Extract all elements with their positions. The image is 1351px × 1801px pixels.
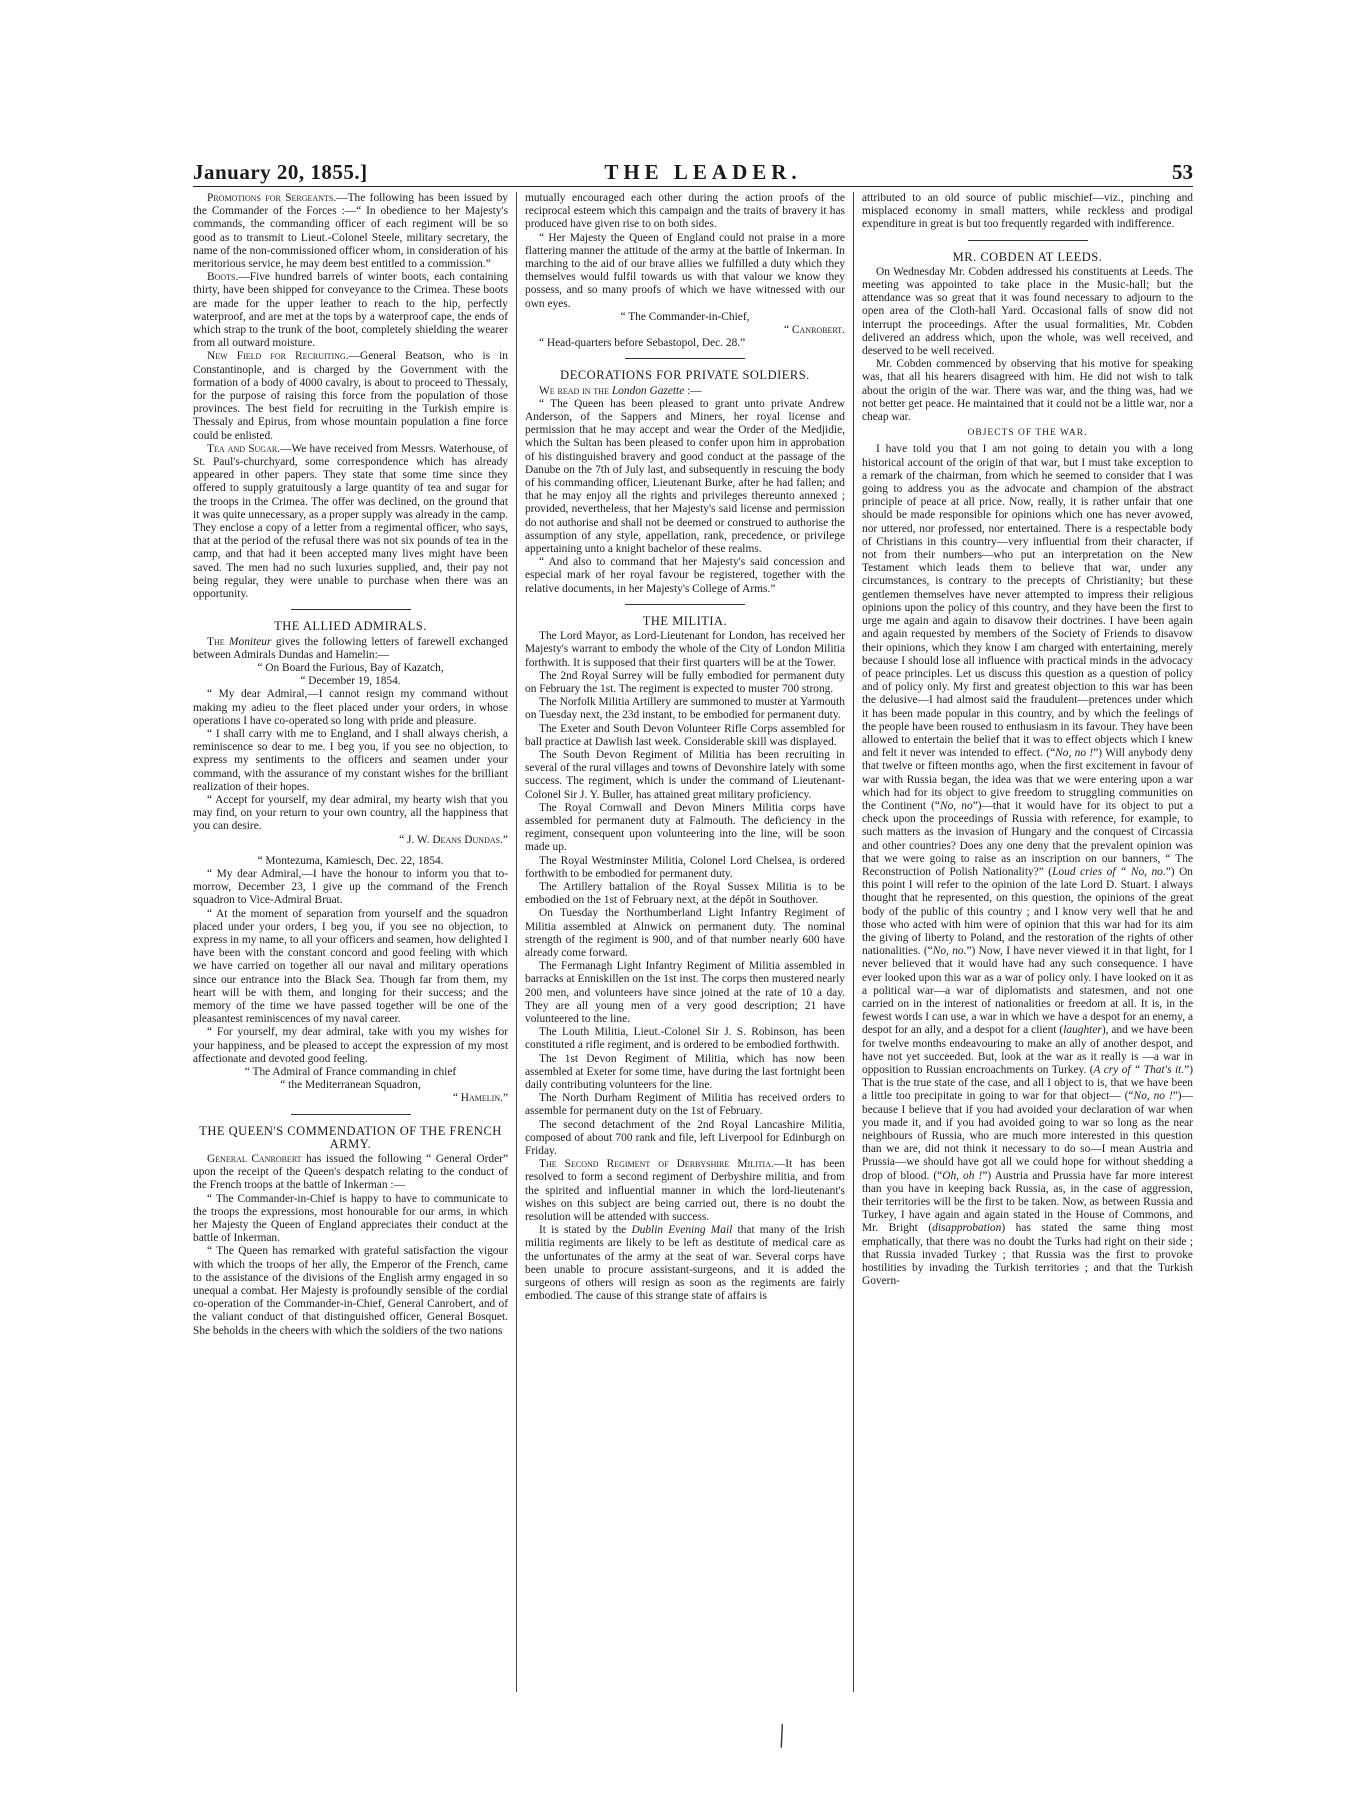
page-number: 53 — [1172, 160, 1193, 184]
paragraph-speech: I have told you that I am not going to detain you with a long historical account of the origin of that war, but I must take exception to a remark of the chairman, from which he seemed to consider that I was going to address you as the advocate and champion of the abstract principle of peace at all price. Now, really, it is rather unfair that one should be made responsible for opinions which one has never avowed, nor uttered, nor professed, nor entertained. There is a respectable body of Christians in this country—very influential from their character, if not from their numbers—who put an interpretation on the New Testament which leads them to believe that war, under any circumstances, is contrary to the precepts of Christianity; but these gentlemen themselves have never attempted to impress their religious opinions upon the policy of this country, and they have been the first to urge me again and again to disavow their doctrines. I have been again and again requested by members of the Society of Friends to disavow their opinions, which they know I am charged with entertaining, merely because I should lose all influence with practical minds in the advocacy of peace principles. Let us discuss this question as a question of policy and of policy only. My first and greatest objection to this war has been the delusive—I had almost said the fraudulent—pretences under which it has been made popular in this country, and by which the feelings of the people have been roused to enthusiasm in its favour. They have been allowed to entertain the belief that it was to effect objects which I knew and felt it never was intended to effect. (“No, no !”) Will anybody deny that twelve or fifteen months ago, when the first excitement in favour of war with Russia began, the idea was that we were entering upon a war which had for its object to give freedom to struggling communities on the Continent (“No, no”)—that it would have for its object to put a check upon the proceedings of Russia with reference, for example, to such matters as the invasion of Hungary and the conquest of Circassia and other countries? Does any one deny that the prevalent opinion was that we were going to raise as an inscription on our banners, “ The Reconstruction of Polish Nationality?” (Loud cries of “ No, no.”) On this point I will refer to the opinion of the late Lord D. Stuart. I always thought that he represented, on this question, the opinions of the great body of the public of this country ; and I know very well that he and those who acted with him were of opinion that this war had for its aim the giving of liberty to Poland, and the restoration of the rights of other nationalities. (“No, no.”) Now, I have never viewed it in that light, for I never believed that it would have had any such consequence. I have ever looked upon this war as a war of policy only. I have looked on it as a political war—a war of diplomatists and statesmen, and not one carried on in the interest of nationalities or freedom at all. It is, in the fewest words I can use, a war in which we have a despot for an enemy, a despot for an ally, and a despot for a client (laughter), and we have been for twelve months endeavouring to make an ally of another despot, and have not yet succeeded. But, look at the war as it really is —a war in opposition to Russian encroachments on Turkey. (A cry of “ That's it.”) That is the true state of the case, and all I object to is, that we have been a little too precipitate in going to war for that object— (“No, no !”)—because I believe that if you had avoided your declaration of war when you made it, and if you had avoided going to war so long as the near neighbours of Russia, who are much more interested in this question than we are, did not think it necessary to do so—I mean Austria and Prussia—we should have got all we could hope for without shedding a drop of blood. (“Oh, oh !”) Austria and Prussia have far more interest than you have in keeping back Russia, as, in the case of aggression, their territories will be the first to be taken. Now, as between Russia and Turkey, I have again and again stated in the House of Commons, and Mr. Bright (disapprobation) has stated the same thing most emphatically, that there was no doubt the Turks had right on their side ; that Russia invaded Turkey ; that Russia was the first to provoke hostilities by invading the Turkish territories ; and that the Turkish Govern- — [862, 443, 1193, 1288]
newspaper-title: THE LEADER. — [604, 160, 802, 184]
header-date: January 20, 1855.] — [193, 160, 368, 184]
paragraph-decorations: “ And also to command that her Majesty's said concession and especial mark of her royal favour be registered, together with the relative documents, in her Majesty's College of Arms.” — [525, 556, 845, 595]
letter1-paragraph: “ I shall carry with me to England, and I shall always cherish, a reminiscence so dear to me. I beg you, if you see no objection, to express my sentiments to the officers and seamen under your command, with the assurance of my constant wishes for the brilliant realization of their hopes. — [193, 727, 508, 793]
paragraph-militia: The Exeter and South Devon Volunteer Rifle Corps assembled for ball practice at Dawlish last week. Considerable skill was displayed. — [525, 722, 845, 748]
paragraph-continued: mutually encouraged each other during the action proofs of the reciprocal esteem which this campaign and the traits of bravery it has produced have given rise to on both sides. — [525, 192, 845, 231]
paragraph-militia: The second detachment of the 2nd Royal Lancashire Militia, composed of about 700 rank and file, left Liverpool for Edinburgh on Friday. — [525, 1118, 845, 1158]
letter2-paragraph: “ My dear Admiral,—I have the honour to inform you that to-morrow, December 23, I give up the command of the French squadron to Vice-Admiral Bruat. — [193, 867, 508, 907]
section-title-decorations: DECORATIONS FOR PRIVATE SOLDIERS. — [560, 368, 810, 383]
paragraph-militia: The South Devon Regiment of Militia has been recruiting in several of the rural villages and towns of Devonshire lately with some success. The regiment, which is under the command of Lieutenant-Colonel Sir J. Y. Buller, has attained great military proficiency. — [525, 748, 845, 801]
section-divider — [291, 1114, 411, 1115]
paragraph-militia: The Artillery battalion of the Royal Sussex Militia is to be embodied on the 1st of February next, at the dépôt in Southover. — [525, 880, 845, 907]
letter2-signature: “ Hamelin.” — [452, 1092, 508, 1105]
paragraph-general-order: “ The Commander-in-Chief is happy to have to communicate to the troops the expressions, most honourable for our arms, in which her Majesty the Queen of England appreciates their conduct at the battle of Inkerman. — [193, 1192, 508, 1245]
paragraph-promotions: Promotions for Sergeants.—The following has been issued by the Commander of the Forces :—“ In obedience to her Majesty's commands, the commanding officer of each regiment will be so good as to transmit to Lieut.-Colonel Steele, military secretary, the name of the non-commissioned officer whom, in consideration of his meritorious service, he may deem best entitled to a commission.” — [193, 192, 508, 271]
letter2-closing: “ The Admiral of France commanding in chief — [244, 1066, 457, 1078]
letter1-signature: “ J. W. Deans Dundas.” — [399, 833, 508, 846]
subheading-objects-of-war: OBJECTS OF THE WAR. — [967, 428, 1088, 439]
paragraph-militia: The 2nd Royal Surrey will be fully embodied for permanent duty on February the 1st. The regiment is expected to muster 700 strong. — [525, 669, 845, 695]
column-3 — [862, 192, 1193, 1697]
paragraph-militia: The Fermanagh Light Infantry Regiment of Militia assembled in barracks at Enniskillen on the 1st inst. The corps then mustered nearly 200 men, and volunteers have since joined at the rate of 10 a day. They are all young men of a very good description; 21 have volunteered to the line. — [525, 960, 845, 1025]
letter1-date: “ December 19, 1854. — [300, 675, 401, 688]
paragraph-militia: The Lord Mayor, as Lord-Lieutenant for London, has received her Majesty's warrant to embody the whole of the City of London Militia forthwith. It is supposed that their first quarters will be at the Tower. — [525, 630, 845, 669]
letter2-paragraph: “ For yourself, my dear admiral, take with you my wishes for your happiness, and be pleased to accept the expression of my most affectionate and devoted good feeling. — [193, 1026, 508, 1065]
letter2-heading: “ Montezuma, Kamiesch, Dec. 22, 1854. — [257, 854, 444, 867]
paragraph-recruiting: New Field for Recruiting.—General Beatson, who is in Constantinople, and is charged by the Government with the formation of a body of 4000 cavalry, is about to proceed to Thessaly, for the purpose of raising this force from the population of those provinces. The best field for recruiting in the Turkish empire is Thessaly and Epirus, from whose mountain population a fine force could be enlisted. — [193, 350, 508, 442]
paragraph-queen-intro: General Canrobert has issued the following “ General Order” upon the receipt of the Queen's despatch relating to the conduct of the French troops at the battle of Inkerman :— — [193, 1153, 508, 1192]
section-title-queens-commendation: THE QUEEN'S COMMENDATION OF THE FRENCH ARMY. — [199, 1123, 502, 1151]
section-divider — [625, 358, 745, 359]
section-title-militia: THE MILITIA. — [642, 613, 728, 628]
section-divider — [291, 609, 411, 610]
letter1-paragraph: “ My dear Admiral,—I cannot resign my command without making my adieu to the fleet placed under your orders, in whose operations I have co-operated so long with pride and pleasure. — [193, 688, 508, 727]
order-signature: “ Canrobert. — [784, 324, 845, 337]
order-headquarters: “ Head-quarters before Sebastopol, Dec. 28.” — [539, 337, 746, 350]
paragraph-continued: attributed to an old source of public mischief—viz., pinching and misplaced economy in small matters, while reckless and prodigal expenditure in great is but too frequently regarded with indifference. — [862, 192, 1193, 231]
paragraph-tea-sugar: Tea and Sugar.—We have received from Messrs. Waterhouse, of St. Paul's-churchyard, some correspondence which has already appeared in other papers. They state that some time since they offered to supply gratuitously a large quantity of tea and sugar for the troops in the Crimea. The offer was declined, on the ground that it was quite unnecessary, as a proper supply was already in the camp. They enclose a copy of a letter from a regimental officer, who says, that at the period of the refusal there was not six pounds of tea in the camp, and that had it been accepted many lives might have been saved. The men had no such luxuries supplied, and, their pay not being regular, they were unable to purchase when there was an opportunity. — [193, 442, 508, 601]
letter1-paragraph: “ Accept for yourself, my dear admiral, my hearty wish that you may find, on your return to your own country, all the happiness that you can desire. — [193, 793, 508, 833]
lead-in: The Second Regiment of Derbyshire Militia. — [539, 1158, 774, 1171]
paragraph-boots: Boots.—Five hundred barrels of winter boots, each containing thirty, have been shipped for conveyance to the Crimea. These boots are made for the upper leather to reach to the hip, perfectly waterproof, and are met at the tops by a waterproof cape, the ends of which strap to the trunk of the boot, completely shielding the wearer from all outward moisture. — [193, 271, 508, 350]
lead-in: New Field for Recruiting. — [207, 350, 349, 363]
paragraph-militia: On Tuesday the Northumberland Light Infantry Regiment of Militia assembled at Alnwick on permanent duty. The nominal strength of the regiment is 900, and of that number nearly 600 have already come forward. — [525, 907, 845, 959]
paragraph-cobden: On Wednesday Mr. Cobden addressed his constituents at Leeds. The meeting was appointed to take place in the Music-hall; but the attendance was so great that it was found necessary to adjourn to the open area of the Cloth-hall Yard. Occasional falls of snow did not interrupt the proceedings. After the usual formalities, Mr. Cobden delivered an address which, upon the whole, was well received, and deserved to be well received. — [862, 265, 1193, 358]
lead-in: Boots. — [207, 271, 239, 284]
paragraph-decorations: “ The Queen has been pleased to grant unto private Andrew Anderson, of the Sappers and Miners, her royal license and permission that he may accept and wear the Order of the Medjidie, which the Sultan has been pleased to confer upon him in approbation of his distinguished bravery and good conduct at the passage of the Danube on the 7th of July last, and subsequently in rescuing the body of his commanding officer, Lieutenant Burke, after he had fallen; and that he may enjoy all the rights and privileges thereunto annexed ; provided, nevertheless, that her Majesty's said license and permission do not authorise and shall not be deemed or construed to authorise the assumption of any style, appellation, rank, precedence, or privilege appertaining unto a knight bachelor of these realms. — [525, 397, 845, 556]
paragraph-militia: The Royal Westminster Militia, Colonel Lord Chelsea, is ordered forthwith to be embodied for permanent duty. — [525, 854, 845, 880]
paragraph-general-order: “ The Queen has remarked with grateful satisfaction the vigour with which the troops of her ally, the Emperor of the French, came to the assistance of the divisions of the English army engaged in so unequal a combat. Her Majesty is profoundly sensible of the cordial co-operation of the Commander-in-Chief, General Canrobert, and of the valiant conduct of that distinguished officer, General Bosquet. She beholds in the cheers with which the soldiers of the two nations — [193, 1245, 508, 1337]
column-rule-2 — [853, 192, 854, 1692]
letter1-place: “ On Board the Furious, Bay of Kazatch, — [257, 661, 444, 674]
paragraph-militia: The North Durham Regiment of Militia has received orders to assemble for permanent duty on the 1st of February. — [525, 1092, 845, 1118]
section-title-allied-admirals: THE ALLIED ADMIRALS. — [274, 619, 427, 634]
paragraph-derbyshire: The Second Regiment of Derbyshire Militia.—It has been resolved to form a second regiment of Derbyshire militia, and from the spirited and influential manner in which the lord-lieutenant's wishes on this subject are being carried out, there is no doubt the resolution will be attended with success. — [525, 1158, 845, 1224]
column-2 — [525, 192, 845, 1697]
paragraph-cobden: Mr. Cobden commenced by observing that his motive for speaking was, that all his hearers disagreed with him. He did not wish to talk about the origin of the war. There was war, and the thing was, had we not better get peace. He maintained that it could not be a little war, nor a cheap war. — [862, 358, 1193, 424]
section-title-cobden: MR. COBDEN AT LEEDS. — [952, 249, 1103, 264]
column-1 — [193, 192, 508, 1697]
paragraph-militia: The Norfolk Militia Artillery are summoned to muster at Yarmouth on Tuesday next, the 23d instant, to be embodied for permanent duty. — [525, 696, 845, 722]
letter2-paragraph: “ At the moment of separation from yourself and the squadron placed under your orders, I beg you, if you see no objection, to express in my name, to all your officers and seamen, how delighted I have been with the constant concord and good feeling with which we have carried on together all our naval and military operations since our entrance into the Black Sea. Though far from them, my heart will be with them, and longing for their success; and the memory of the time we have passed together will be one of the pleasantest reminiscences of my naval career. — [193, 907, 508, 1026]
stray-mark: ╲ — [771, 1724, 792, 1748]
paragraph-militia: The Royal Cornwall and Devon Miners Militia corps have assembled for permanent duty at Falmouth. The deficiency in the regiment, consequent upon volunteering into the line, will be soon made up. — [525, 801, 845, 854]
order-closing: “ The Commander-in-Chief, — [620, 310, 750, 323]
paragraph-dublin: It is stated by the Dublin Evening Mail that many of the Irish militia regiments are likely to be left as destitute of medical care as the unfortunates of the army at the seat of war. Several corps have been unable to procure assistant-surgeons, and it is added the surgeons of others will resign as soon as the regiments are fairly embodied. The cause of this strange state of affairs is — [525, 1224, 845, 1303]
paragraph-continued: “ Her Majesty the Queen of England could not praise in a more flattering manner the attitude of the army at the battle of Inkerman. In marching to the aid of our brave allies we fulfilled a duty which they themselves would fulfil towards us with that valour we know they possess, and so many proofs of which we have witnessed with our own eyes. — [525, 231, 845, 310]
lead-in: Tea and Sugar. — [207, 442, 281, 455]
section-divider — [968, 240, 1088, 241]
header-rule — [193, 186, 1193, 187]
section-divider — [625, 604, 745, 605]
paragraph-militia: The Louth Militia, Lieut.-Colonel Sir J. S. Robinson, has been constituted a rifle regiment, and is ordered to be embodied forthwith. — [525, 1026, 845, 1052]
lead-in: Promotions for Sergeants. — [207, 192, 337, 204]
column-rule-1 — [516, 192, 517, 1692]
paragraph-militia: The 1st Devon Regiment of Militia, which has now been assembled at Exeter for some time, have during the last fortnight been daily contributing volunteers for the line. — [525, 1052, 845, 1091]
letter2-closing: “ the Mediterranean Squadron, — [280, 1079, 421, 1092]
paragraph-admirals-intro: The Moniteur gives the following letters of farewell exchanged between Admirals Dundas and Hamelin:— — [193, 635, 508, 661]
paragraph-decorations-intro: We read in the London Gazette :— — [539, 384, 702, 397]
